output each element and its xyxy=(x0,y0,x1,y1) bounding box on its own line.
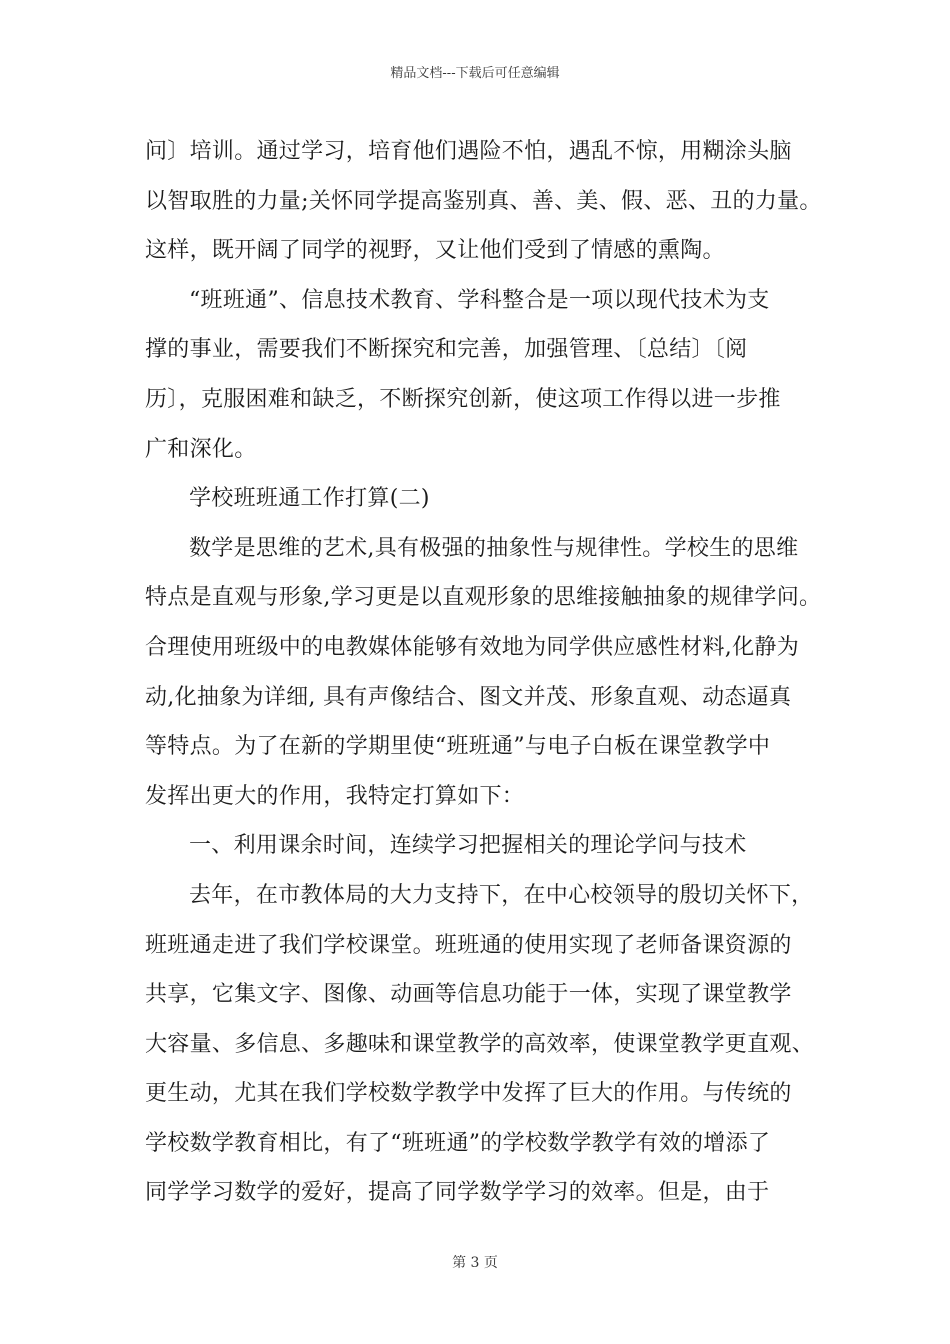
subsection-heading: 一、利用课余时间，连续学习把握相关的理论学问与技术 xyxy=(189,833,747,859)
text-line: 广和深化。 xyxy=(145,436,257,462)
text-line: 问〕培训。通过学习，培育他们遇险不怕，遇乱不惊，用糊涂头脑 xyxy=(145,139,792,164)
text-line: 班班通走进了我们学校课堂。班班通的使用实现了老师备课资源的 xyxy=(145,932,792,958)
paragraph-first-line: “班班通”、信息技术教育、学科整合是一项以现代技术为支 xyxy=(189,287,770,313)
text-line: 撑的事业，需要我们不断探究和完善，加强管理、〔总结〕〔阅 xyxy=(145,337,748,363)
text-line: 学校数学教育相比，有了“班班通”的学校数学教学有效的增添了 xyxy=(145,1130,771,1156)
page-header: 精品文档---下载后可任意编辑 xyxy=(390,66,560,81)
document-body xyxy=(145,132,835,1223)
text-line: 共享，它集文字、图像、动画等信息功能于一体，实现了课堂教学 xyxy=(145,982,792,1008)
text-line: 这样，既开阔了同学的视野，又让他们受到了情感的熏陶。 xyxy=(145,238,725,264)
text-line: 合理使用班级中的电教媒体能够有效地为同学供应感性材料,化静为 xyxy=(145,634,799,660)
text-line: 以智取胜的力量;关怀同学提高鉴别真、善、美、假、恶、丑的力量。 xyxy=(145,188,822,214)
text-line: 动,化抽象为详细, 具有声像结合、图文并茂、形象直观、动态逼真 xyxy=(145,684,792,710)
paragraph-first-line: 数学是思维的艺术,具有极强的抽象性与规律性。学校生的思维 xyxy=(189,535,799,561)
text-line: 更生动，尤其在我们学校数学教学中发挥了巨大的作用。与传统的 xyxy=(145,1081,792,1107)
text-line: 特点是直观与形象,学习更是以直观形象的思维接触抽象的规律学问。 xyxy=(145,585,822,611)
text-line: 同学学习数学的爱好，提高了同学数学学习的效率。但是，由于 xyxy=(145,1180,770,1206)
text-line: 等特点。为了在新的学期里使“班班通”与电子白板在课堂教学中 xyxy=(145,734,771,760)
section-heading: 学校班班通工作打算(二) xyxy=(189,486,430,512)
page-number: 第 3 页 xyxy=(452,1255,498,1271)
paragraph-first-line: 去年，在市教体局的大力支持下，在中心校领导的殷切关怀下， xyxy=(189,882,814,908)
text-line: 发挥出更大的作用，我特定打算如下： xyxy=(145,783,525,809)
text-line: 历〕，克服困难和缺乏，不断探究创新，使这项工作得以进一步推 xyxy=(145,386,781,412)
text-line: 大容量、多信息、多趣味和课堂教学的高效率，使课堂教学更直观、 xyxy=(145,1031,815,1057)
